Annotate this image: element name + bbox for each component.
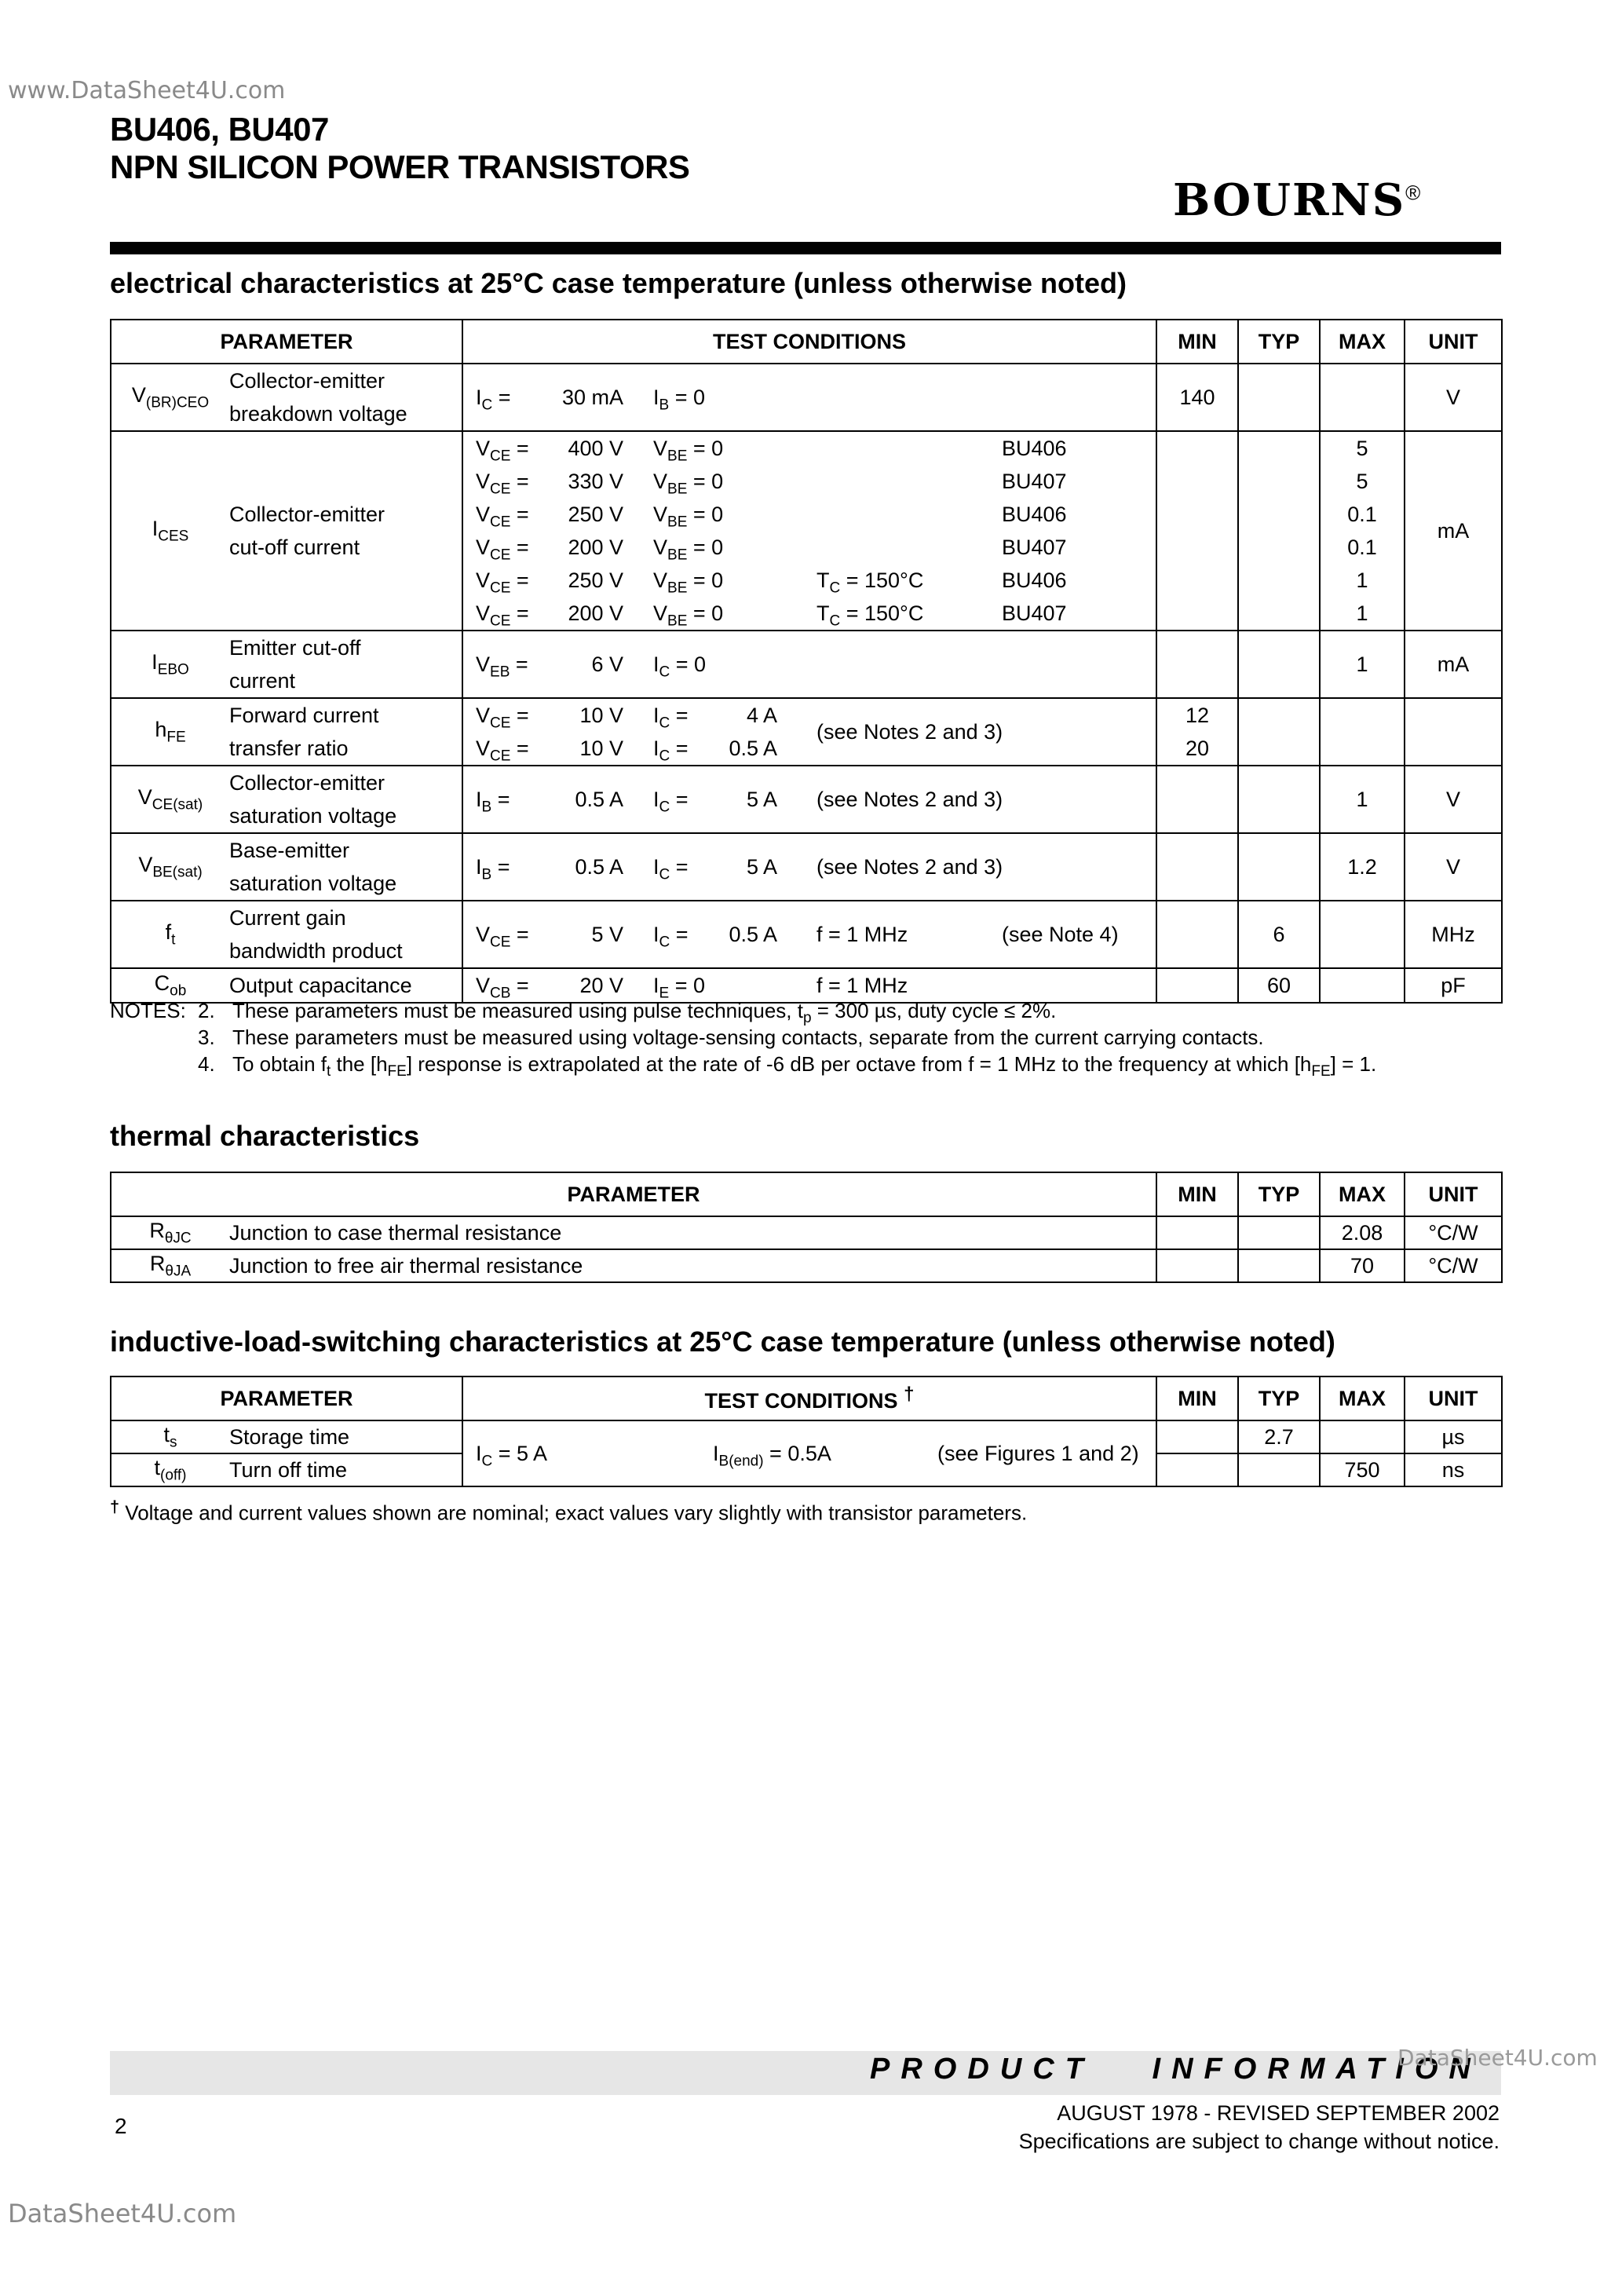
max-value: 70 (1320, 1249, 1405, 1282)
condition-note: (see Notes 2 and 3) (816, 720, 1003, 744)
thermal-section-title: thermal characteristics (110, 1120, 420, 1152)
param-symbol: $h_{FE}$ (155, 717, 186, 746)
condition-line: $V_{CE}$ = 400 V $V_{BE} = 0$ BU406 (476, 437, 1067, 465)
min-value: 20 (1185, 737, 1210, 760)
dagger-mark: † (904, 1384, 915, 1405)
header-conditions: TEST CONDITIONS (462, 320, 1156, 364)
table-row (111, 1249, 1502, 1282)
watermark-right: DataSheet4U.com (1397, 2045, 1598, 2071)
param-symbol: $C_{ob}$ (154, 971, 187, 1000)
param-desc: cut-off current (229, 536, 360, 559)
param-symbol: $V_{CE(sat)}$ (137, 784, 203, 813)
note-number: 3. (198, 1026, 215, 1049)
unit-value: V (1405, 833, 1502, 901)
bourns-logo (1173, 174, 1422, 226)
header-min: MIN (1156, 1377, 1238, 1420)
header-conditions: TEST CONDITIONS † (462, 1377, 1156, 1420)
max-value: 1 (1356, 569, 1368, 592)
max-value: 750 (1320, 1453, 1405, 1486)
param-desc: Collector-emitter (229, 503, 385, 526)
min-value: 140 (1156, 364, 1238, 431)
param-desc: Base-emitter (229, 839, 350, 862)
header-typ: TYP (1238, 1172, 1320, 1216)
max-value: 2.08 (1320, 1216, 1405, 1249)
param-desc: Output capacitance (229, 974, 412, 997)
page-number: 2 (115, 2114, 127, 2138)
logo-text: BOURNS (1173, 174, 1406, 226)
unit-value: V (1405, 766, 1502, 833)
condition-line: $V_{CE}$ = 200 V $V_{BE} = 0$ $T_C = 150^\circ C$ BU407 (476, 601, 1067, 630)
electrical-table (110, 319, 1503, 1004)
table-row (111, 698, 1502, 766)
unit-value: µs (1405, 1420, 1502, 1453)
header-min: MIN (1156, 320, 1238, 364)
header-parameter: PARAMETER (111, 320, 462, 364)
condition-line: $I_B$ = 0.5 A $I_C$ = 5 A (see Notes 2 and 3) (476, 855, 1003, 883)
param-desc: Junction to case thermal resistance (229, 1220, 562, 1245)
max-value: 5 (1356, 437, 1368, 460)
part-numbers: BU406, BU407 (110, 111, 329, 148)
dagger-mark: † (110, 1497, 120, 1516)
typ-value: 2.7 (1238, 1420, 1320, 1453)
header-max: MAX (1320, 1377, 1405, 1420)
param-symbol: $t_s$ (163, 1422, 177, 1451)
note-number: 4. (198, 1052, 215, 1076)
footnote-text: Voltage and current values shown are nominal; exact values vary slightly with transistor parameters. (125, 1501, 1028, 1525)
param-desc: Current gain (229, 906, 346, 930)
param-desc: Junction to free air thermal resistance (229, 1253, 583, 1278)
unit-value: MHz (1405, 901, 1502, 968)
param-symbol: $V_{BE(sat)}$ (138, 852, 203, 881)
note-number: 2. (198, 999, 215, 1022)
typ-value: 6 (1238, 901, 1320, 968)
ices-max-values (1320, 431, 1405, 631)
notes-label: NOTES: (110, 999, 186, 1022)
header-unit: UNIT (1405, 1377, 1502, 1420)
unit-value: °C/W (1405, 1249, 1502, 1282)
header-min: MIN (1156, 1172, 1238, 1216)
thermal-table (110, 1172, 1503, 1283)
max-value: 1.2 (1320, 833, 1405, 901)
header-max: MAX (1320, 320, 1405, 364)
param-symbol: $I_{EBO}$ (152, 649, 189, 678)
param-desc: Emitter cut-off (229, 636, 361, 660)
condition-line: $V_{CE}$ = 200 V $V_{BE} = 0$ BU407 (476, 536, 1067, 564)
table-row (111, 901, 1502, 968)
condition-line: $I_C = 5$ A $I_{B(end)} = 0.5A$ (see Figures 1 and 2) (476, 1442, 1139, 1470)
param-desc: current (229, 669, 296, 693)
max-value: 0.1 (1347, 536, 1377, 559)
table-row (111, 833, 1502, 901)
condition-line: $V_{CE}$ = 250 V $V_{BE} = 0$ $T_C = 150^\circ C$ BU406 (476, 569, 1067, 597)
condition-line: $V_{EB}$ = 6 V $I_C = 0$ (476, 653, 707, 681)
header-typ: TYP (1238, 1377, 1320, 1420)
typ-value (1238, 1453, 1320, 1486)
unit-value: mA (1405, 631, 1502, 698)
condition-line: $V_{CE}$ = 250 V $V_{BE} = 0$ BU406 (476, 503, 1067, 531)
param-desc: breakdown voltage (229, 402, 407, 426)
header-parameter: PARAMETER (111, 1172, 1156, 1216)
condition-line: $I_B$ = 0.5 A $I_C$ = 5 A (see Notes 2 and 3) (476, 788, 1003, 816)
condition-line: $I_C$ = 30 mA $I_B = 0$ (476, 386, 705, 414)
electrical-section-title: electrical characteristics at 25°C case temperature (unless otherwise noted) (110, 267, 1127, 299)
header-max: MAX (1320, 1172, 1405, 1216)
condition-line: $V_{CE}$ = 10 V $I_C$ = 4 A (476, 704, 777, 732)
max-value: 1 (1356, 601, 1368, 625)
header-unit: UNIT (1405, 1172, 1502, 1216)
header-typ: TYP (1238, 320, 1320, 364)
table-row (111, 431, 1502, 631)
max-value: 5 (1356, 470, 1368, 493)
param-symbol: $R_{\theta JC}$ (149, 1218, 192, 1247)
param-symbol: $I_{CES}$ (152, 516, 189, 545)
param-symbol: $V_{(BR)CEO}$ (131, 382, 210, 411)
table-row (111, 631, 1502, 698)
note-3: These parameters must be measured using voltage-sensing contacts, separate from the current carrying contacts. (232, 1026, 1264, 1049)
watermark-top: www.DataSheet4U.com (8, 77, 286, 104)
max-value: 0.1 (1347, 503, 1377, 526)
notes-block (110, 997, 1523, 1080)
max-value: 1 (1320, 766, 1405, 833)
param-symbol: $R_{\theta JA}$ (149, 1251, 192, 1280)
registered-mark: ® (1405, 181, 1423, 205)
document-title: NPN SILICON POWER TRANSISTORS (110, 148, 690, 185)
param-symbol: $f_t$ (165, 919, 176, 949)
condition-line: $V_{CE}$ = 5 V $I_C$ = 0.5 A f = 1 MHz (see Note 4) (476, 923, 1119, 951)
switching-section-title: inductive-load-switching characteristics at 25°C case temperature (unless otherwise noted) (110, 1325, 1335, 1358)
unit-value: °C/W (1405, 1216, 1502, 1249)
min-value: 12 (1185, 704, 1210, 727)
max-value: 1 (1320, 631, 1405, 698)
param-desc: bandwidth product (229, 939, 403, 963)
note-2: These parameters must be measured using pulse techniques, $t_p = 300$ µs, duty cycle ≤ 2%. (232, 999, 1057, 1027)
typ-value: 60 (1238, 968, 1320, 1003)
unit-value: ns (1405, 1453, 1502, 1486)
ices-conditions (462, 431, 1156, 631)
header-rule (110, 242, 1501, 254)
unit-value: mA (1405, 431, 1502, 631)
param-desc: Storage time (229, 1424, 350, 1449)
param-desc: Turn off time (229, 1457, 348, 1482)
param-desc: transfer ratio (229, 737, 349, 760)
condition-line: $V_{CE}$ = 10 V $I_C$ = 0.5 A (476, 737, 777, 765)
param-desc: saturation voltage (229, 804, 397, 828)
disclaimer: Specifications are subject to change without notice. (1018, 2130, 1500, 2153)
product-information-banner: PRODUCT INFORMATION (870, 2053, 1481, 2086)
unit-value: pF (1405, 968, 1502, 1003)
param-desc: Collector-emitter (229, 369, 385, 393)
table-row (111, 1216, 1502, 1249)
note-4: To obtain $f_t$ the $[h_{FE}]$ response is extrapolated at the rate of -6 dB per octave from f = 1 MHz to the frequency at which $[h_{FE}] = 1$. (232, 1052, 1377, 1080)
max-value (1320, 1420, 1405, 1453)
watermark-bottom: DataSheet4U.com (8, 2199, 237, 2228)
switching-footnote (110, 1493, 1027, 1526)
param-desc: Collector-emitter (229, 771, 385, 795)
header-parameter: PARAMETER (111, 1377, 462, 1420)
param-desc: Forward current (229, 704, 379, 727)
unit-value: V (1405, 364, 1502, 431)
header-unit: UNIT (1405, 320, 1502, 364)
condition-line: $V_{CB}$ = 20 V $I_E = 0$ f = 1 MHz (476, 974, 908, 1002)
table-row (111, 364, 1502, 431)
condition-line: $V_{CE}$ = 330 V $V_{BE} = 0$ BU407 (476, 470, 1067, 498)
switching-table (110, 1376, 1503, 1487)
table-row (111, 766, 1502, 833)
revision-date: AUGUST 1978 - REVISED SEPTEMBER 2002 (1057, 2101, 1500, 2125)
param-desc: saturation voltage (229, 872, 397, 895)
table-row (111, 1420, 1502, 1453)
param-symbol: $t_{(off)}$ (154, 1455, 187, 1484)
